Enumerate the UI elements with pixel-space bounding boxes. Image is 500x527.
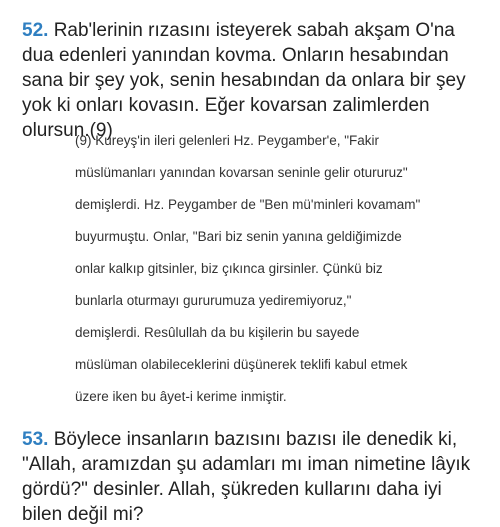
- footnote-line: müslüman olabileceklerini düşünerek teklifi kabul etmek: [75, 357, 408, 372]
- footnote-line: (9) Kureyş'in ileri gelenleri Hz. Peygamber'e, "Fakir: [75, 133, 380, 148]
- verse-text: Rab'lerinin rızasını isteyerek sabah akşam O'na dua edenleri yanından kovma. Onların hesabından sana bir şey yok, senin hesabından da onlara bir şey yok ki onları kovasın. Eğer kovarsan zalimlerden olursun.(9): [22, 20, 466, 141]
- footnote-line: onlar kalkıp gitsinler, biz çıkınca girsinler. Çünkü biz: [75, 261, 383, 276]
- footnote-line: buyurmuştu. Onlar, "Bari biz senin yanına geldiğimizde: [75, 229, 402, 244]
- footnote-9: [75, 131, 480, 419]
- verse-53: [22, 427, 484, 527]
- verse-text: Böylece insanların bazısını bazısı ile denedik ki, "Allah, aramızdan şu adamları mı iman nimetine lâyık gördü?" desinler. Allah, şükreden kullarını daha iyi bilen değil mi?: [22, 429, 471, 525]
- verse-52: [22, 18, 484, 143]
- footnote-line: müslümanları yanından kovarsan seninle gelir otururuz": [75, 165, 408, 180]
- verse-number[interactable]: 52.: [22, 20, 49, 41]
- verse-number[interactable]: 53.: [22, 429, 49, 450]
- footnote-line: bunlarla oturmayı gururumuza yediremiyoruz,": [75, 293, 352, 308]
- footnote-line: üzere iken bu âyet-i kerime inmiştir.: [75, 389, 287, 404]
- footnote-line: demişlerdi. Hz. Peygamber de "Ben mü'minleri kovamam": [75, 197, 421, 212]
- footnote-line: demişlerdi. Resûlullah da bu kişilerin bu sayede: [75, 325, 360, 340]
